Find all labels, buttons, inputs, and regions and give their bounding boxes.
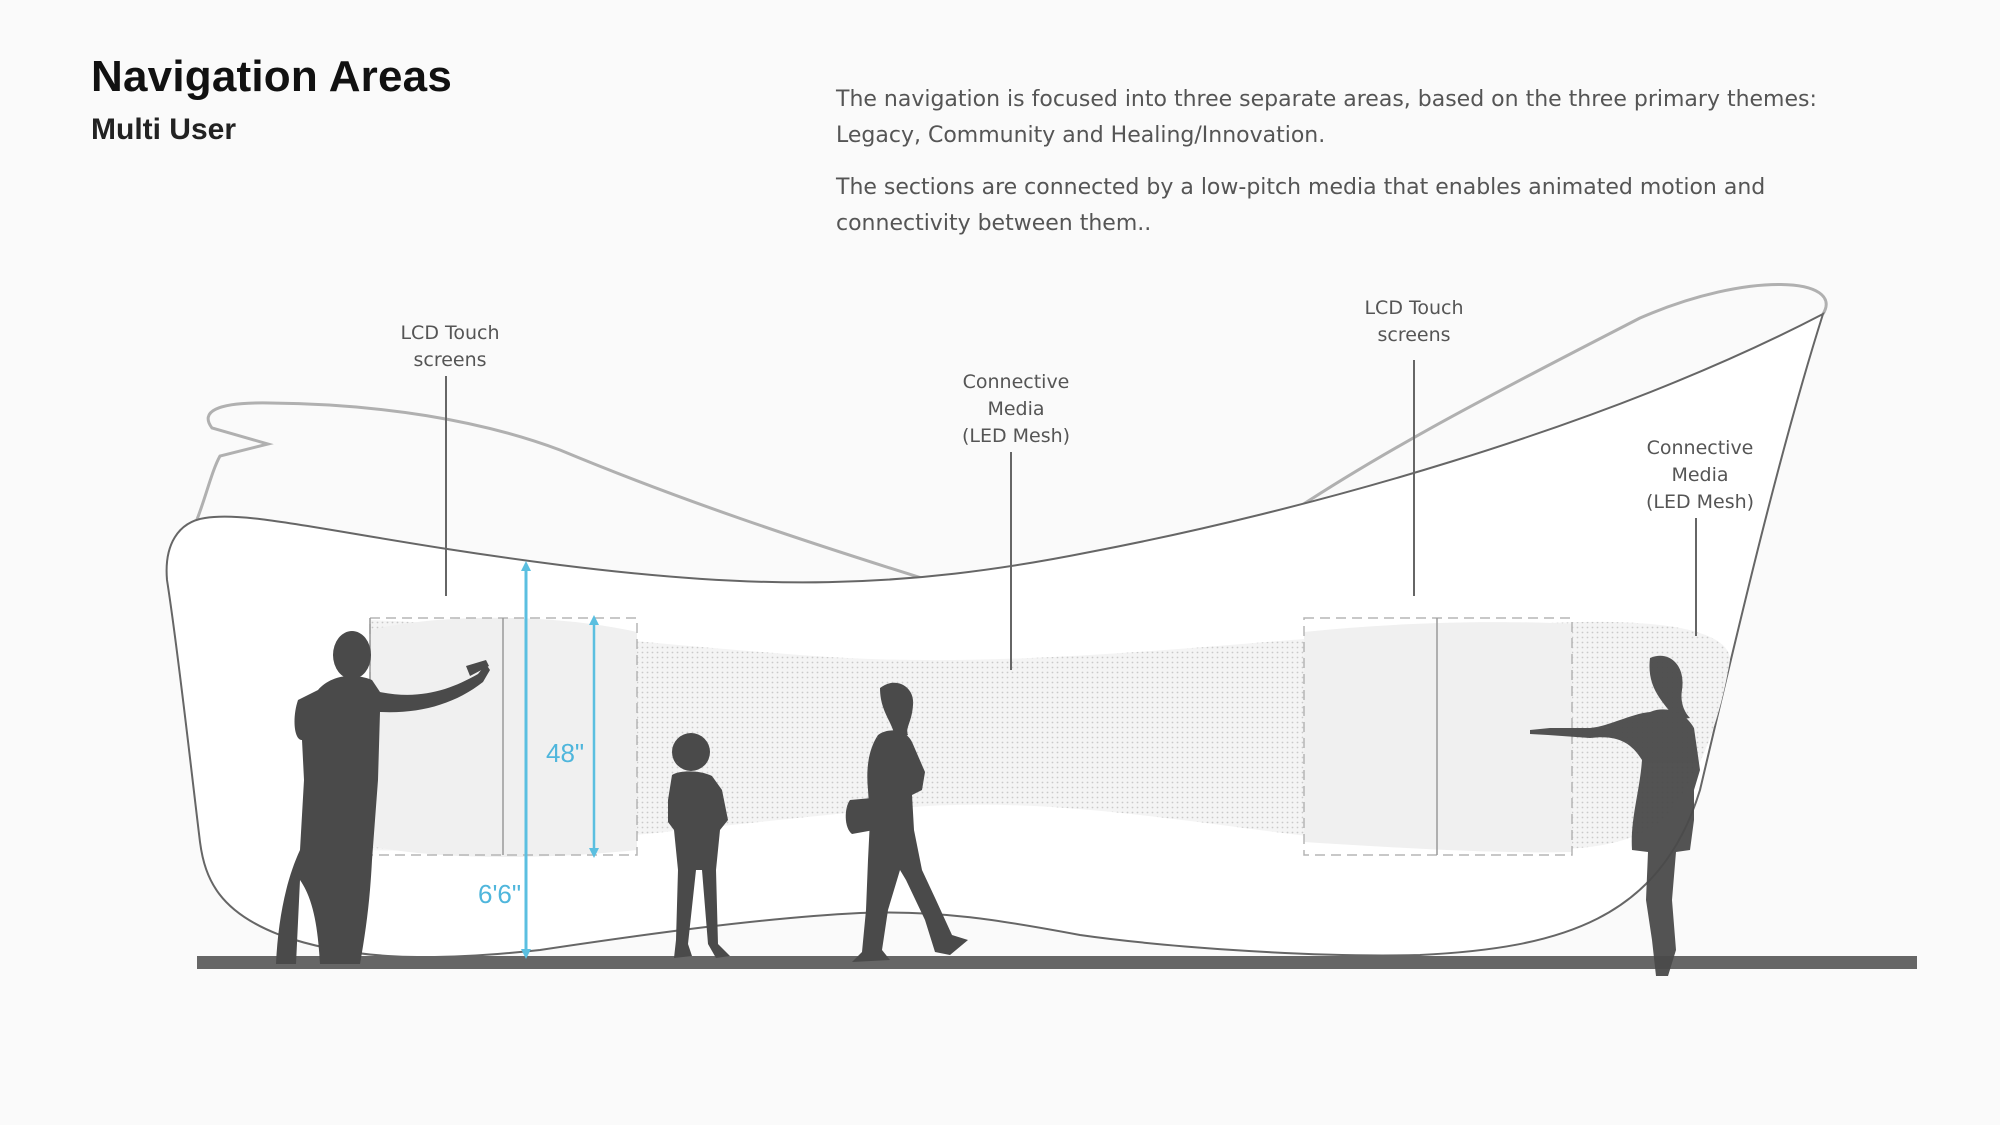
callout-led-mesh-center-line-2: Media — [987, 398, 1045, 420]
callout-led-mesh-center-line-3: (LED Mesh) — [961, 425, 1071, 447]
dimension-66-label: 6'6" — [478, 879, 522, 909]
callout-led-mesh-center — [962, 369, 1070, 450]
description-paragraph-1: The navigation is focused into three separate areas, based on the three primary themes: Legacy, Community and Healing/Innovation. — [836, 87, 1817, 148]
lcd-screen-right-fill — [1304, 622, 1572, 852]
callout-led-mesh-right-line-3: (LED Mesh) — [1645, 491, 1755, 513]
description-paragraph-2: The sections are connected by a low-pitch media that enables animated motion and connectivity between them.. — [836, 175, 1766, 236]
callout-led-mesh-right-line-1: Connective — [1646, 437, 1754, 459]
callout-lcd-touch-right — [1364, 295, 1463, 349]
callout-led-mesh-right — [1646, 435, 1754, 516]
callout-lcd-touch-left-line-1: LCD Touch — [400, 322, 500, 344]
page-title: Navigation Areas — [91, 52, 453, 101]
page-subtitle: Multi User — [91, 113, 237, 146]
callout-lcd-touch-right-line-1: LCD Touch — [1364, 297, 1464, 319]
callout-led-mesh-center-line-1: Connective — [962, 371, 1070, 393]
callout-lcd-touch-left — [400, 320, 499, 374]
callout-lcd-touch-right-line-2: screens — [1377, 324, 1451, 346]
callout-lcd-touch-left-line-2: screens — [413, 349, 487, 371]
dimension-48-label: 48" — [546, 738, 585, 768]
callout-led-mesh-right-line-2: Media — [1671, 464, 1729, 486]
